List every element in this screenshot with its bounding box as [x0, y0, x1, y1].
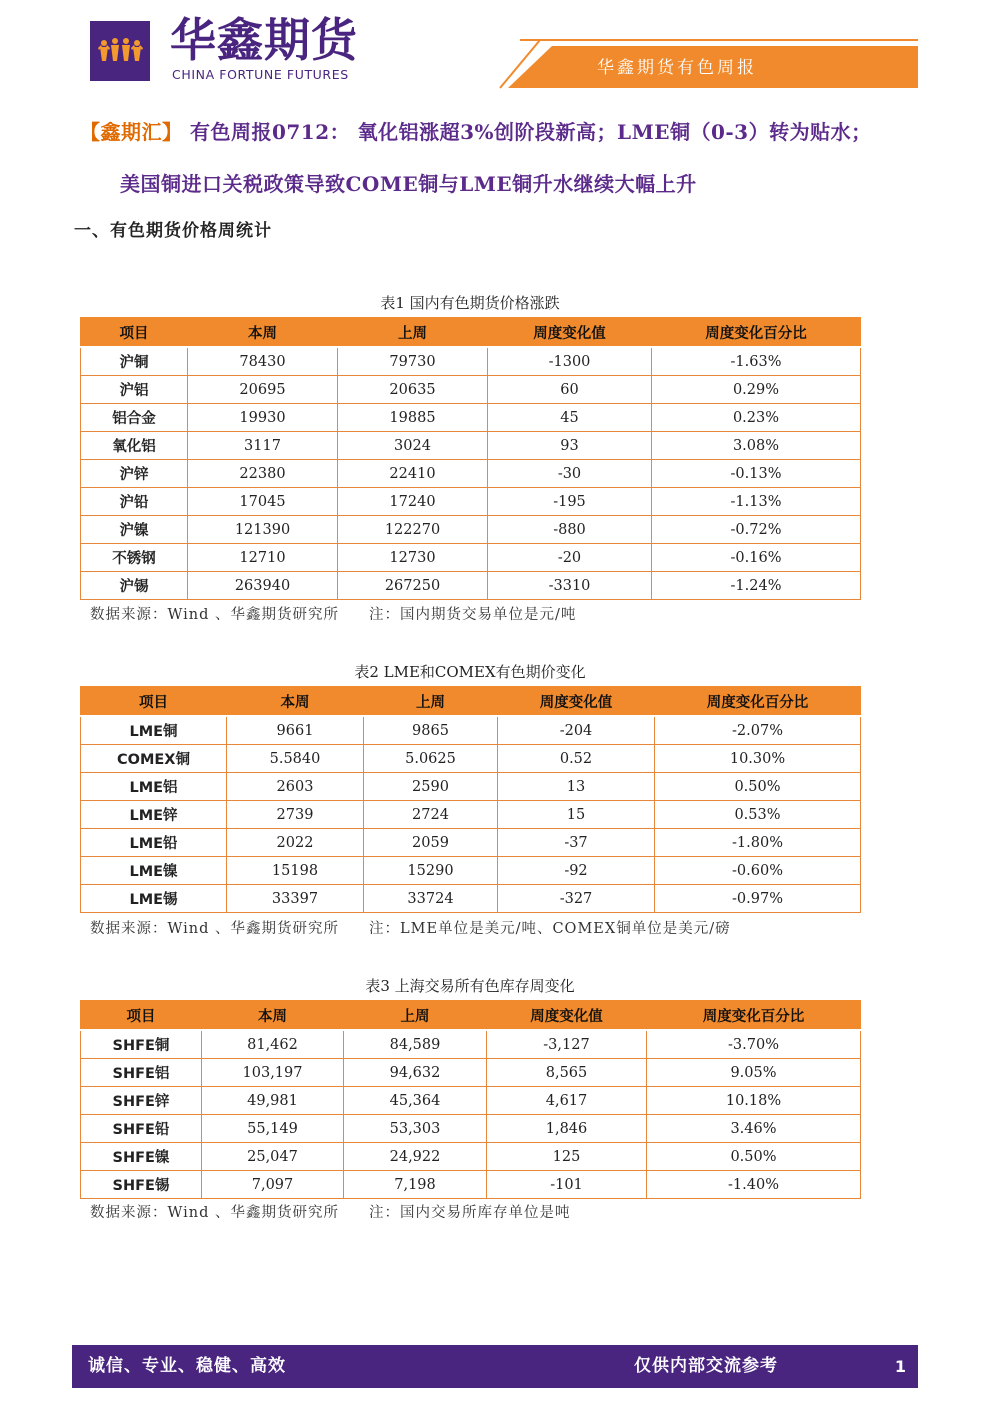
value-cell: 1,846: [487, 1115, 647, 1143]
column-header: 周度变化值: [498, 687, 655, 717]
value-cell: 20635: [338, 376, 488, 404]
column-header: 项目: [81, 1001, 202, 1031]
value-cell: 15: [498, 801, 655, 829]
column-header: 上周: [338, 318, 488, 348]
page-number: 1: [894, 1357, 906, 1376]
value-cell: 12710: [188, 544, 338, 572]
table2-caption: 表2 LME和COMEX有色期价变化: [354, 663, 586, 681]
table-row: [81, 1143, 861, 1171]
value-cell: 45,364: [344, 1087, 487, 1115]
table-row: [81, 1059, 861, 1087]
value-cell: 24,922: [344, 1143, 487, 1171]
row-label-cell: 不锈钢: [81, 544, 188, 572]
value-cell: 125: [487, 1143, 647, 1171]
value-cell: 3024: [338, 432, 488, 460]
table1-caption: 表1 国内有色期货价格涨跌: [380, 294, 560, 312]
logo-english-name: CHINA FORTUNE FUTURES: [172, 67, 349, 82]
row-label-cell: 氧化铝: [81, 432, 188, 460]
row-label-cell: SHFE锌: [81, 1087, 202, 1115]
footer-motto: 诚信、专业、稳健、高效: [88, 1356, 286, 1376]
value-cell: 2603: [227, 773, 364, 801]
table-row: [81, 1115, 861, 1143]
value-cell: -1.40%: [647, 1171, 861, 1199]
value-cell: 10.18%: [647, 1087, 861, 1115]
row-label-cell: LME铝: [81, 773, 227, 801]
value-cell: 0.23%: [652, 404, 861, 432]
column-header: 上周: [364, 687, 498, 717]
row-label-cell: 沪镍: [81, 516, 188, 544]
row-label-cell: SHFE铝: [81, 1059, 202, 1087]
table-row: [81, 544, 861, 572]
table1-domestic-prices: [80, 317, 861, 600]
value-cell: 122270: [338, 516, 488, 544]
column-header: 项目: [81, 687, 227, 717]
value-cell: 33724: [364, 885, 498, 913]
value-cell: -1.13%: [652, 488, 861, 516]
table2-lme-comex-prices: [80, 686, 861, 913]
table-row: [81, 801, 861, 829]
table-row: [81, 1030, 861, 1059]
table2-unit-note: 注：LME单位是美元/吨、COMEX铜单位是美元/磅: [369, 921, 731, 937]
value-cell: 93: [488, 432, 652, 460]
row-label-cell: 沪铅: [81, 488, 188, 516]
value-cell: 81,462: [202, 1030, 344, 1059]
value-cell: 12730: [338, 544, 488, 572]
table-row: [81, 1087, 861, 1115]
table3-note: [90, 1203, 571, 1223]
report-title-line1: [80, 118, 872, 146]
value-cell: 5.5840: [227, 745, 364, 773]
header-banner: [0, 0, 992, 92]
value-cell: 3.08%: [652, 432, 861, 460]
row-label-cell: SHFE镍: [81, 1143, 202, 1171]
table2-source: 数据来源：Wind 、华鑫期货研究所: [90, 921, 340, 937]
value-cell: 19885: [338, 404, 488, 432]
value-cell: -20: [488, 544, 652, 572]
value-cell: 33397: [227, 885, 364, 913]
value-cell: 22410: [338, 460, 488, 488]
table-row: [81, 885, 861, 913]
table-row: [81, 857, 861, 885]
value-cell: 4,617: [487, 1087, 647, 1115]
table-row: [81, 516, 861, 544]
value-cell: 103,197: [202, 1059, 344, 1087]
value-cell: 2724: [364, 801, 498, 829]
row-label-cell: LME铅: [81, 829, 227, 857]
value-cell: 0.50%: [655, 773, 861, 801]
value-cell: -2.07%: [655, 716, 861, 745]
value-cell: 2590: [364, 773, 498, 801]
column-header: 本周: [188, 318, 338, 348]
value-cell: 84,589: [344, 1030, 487, 1059]
value-cell: -195: [488, 488, 652, 516]
value-cell: 5.0625: [364, 745, 498, 773]
table-header-row: [81, 318, 861, 348]
value-cell: 267250: [338, 572, 488, 600]
column-header: 周度变化百分比: [647, 1001, 861, 1031]
value-cell: -1.63%: [652, 347, 861, 376]
value-cell: 0.29%: [652, 376, 861, 404]
table-row: [81, 404, 861, 432]
value-cell: 7,097: [202, 1171, 344, 1199]
table-header-row: [81, 1001, 861, 1031]
value-cell: 55,149: [202, 1115, 344, 1143]
value-cell: 17045: [188, 488, 338, 516]
column-header: 本周: [202, 1001, 344, 1031]
value-cell: 0.52: [498, 745, 655, 773]
value-cell: 13: [498, 773, 655, 801]
value-cell: 263940: [188, 572, 338, 600]
row-label-cell: SHFE铅: [81, 1115, 202, 1143]
table3-shfe-inventory: [80, 1000, 861, 1199]
value-cell: -30: [488, 460, 652, 488]
logo-chinese-name: 华鑫期货: [170, 13, 358, 67]
value-cell: -3310: [488, 572, 652, 600]
table1-note: [90, 605, 576, 625]
value-cell: 79730: [338, 347, 488, 376]
value-cell: -0.60%: [655, 857, 861, 885]
value-cell: 0.53%: [655, 801, 861, 829]
value-cell: -204: [498, 716, 655, 745]
table2-note: [90, 919, 731, 939]
row-label-cell: LME镍: [81, 857, 227, 885]
page-header: [0, 0, 992, 92]
value-cell: 3.46%: [647, 1115, 861, 1143]
row-label-cell: SHFE锡: [81, 1171, 202, 1199]
value-cell: 0.50%: [647, 1143, 861, 1171]
value-cell: 2739: [227, 801, 364, 829]
value-cell: 8,565: [487, 1059, 647, 1087]
value-cell: 17240: [338, 488, 488, 516]
table-row: [81, 829, 861, 857]
row-label-cell: 铝合金: [81, 404, 188, 432]
row-label-cell: LME铜: [81, 716, 227, 745]
column-header: 周度变化百分比: [652, 318, 861, 348]
value-cell: -1.80%: [655, 829, 861, 857]
row-label-cell: LME锌: [81, 801, 227, 829]
table-row: [81, 773, 861, 801]
column-header: 周度变化百分比: [655, 687, 861, 717]
value-cell: 15290: [364, 857, 498, 885]
value-cell: 45: [488, 404, 652, 432]
table-row: [81, 488, 861, 516]
table-row: [81, 347, 861, 376]
row-label-cell: 沪铝: [81, 376, 188, 404]
row-label-cell: 沪锌: [81, 460, 188, 488]
value-cell: 10.30%: [655, 745, 861, 773]
report-title-text: 有色周报0712： 氧化铝涨超3%创阶段新高；LME铜（0-3）转为贴水；: [189, 120, 872, 144]
value-cell: 22380: [188, 460, 338, 488]
value-cell: 9.05%: [647, 1059, 861, 1087]
value-cell: 94,632: [344, 1059, 487, 1087]
value-cell: 121390: [188, 516, 338, 544]
footer-disclaimer: 仅供内部交流参考: [634, 1356, 778, 1376]
value-cell: 9661: [227, 716, 364, 745]
row-label-cell: COMEX铜: [81, 745, 227, 773]
value-cell: -101: [487, 1171, 647, 1199]
column-header: 周度变化值: [487, 1001, 647, 1031]
table3-unit-note: 注：国内交易所库存单位是吨: [369, 1205, 571, 1221]
report-tag: 【鑫期汇】: [80, 120, 183, 144]
value-cell: -880: [488, 516, 652, 544]
page-footer: [72, 1345, 918, 1388]
value-cell: 2022: [227, 829, 364, 857]
value-cell: 3117: [188, 432, 338, 460]
value-cell: 49,981: [202, 1087, 344, 1115]
report-title-line2: 美国铜进口关税政策导致COME铜与LME铜升水继续大幅上升: [120, 172, 697, 196]
table3-caption: 表3 上海交易所有色库存周变化: [365, 977, 575, 995]
value-cell: -0.72%: [652, 516, 861, 544]
value-cell: -92: [498, 857, 655, 885]
table-row: [81, 376, 861, 404]
table3-source: 数据来源：Wind 、华鑫期货研究所: [90, 1205, 340, 1221]
value-cell: -0.16%: [652, 544, 861, 572]
column-header: 本周: [227, 687, 364, 717]
value-cell: -3.70%: [647, 1030, 861, 1059]
value-cell: -0.97%: [655, 885, 861, 913]
table-row: [81, 460, 861, 488]
column-header: 周度变化值: [488, 318, 652, 348]
table-row: [81, 572, 861, 600]
value-cell: 15198: [227, 857, 364, 885]
value-cell: -3,127: [487, 1030, 647, 1059]
row-label-cell: 沪锡: [81, 572, 188, 600]
value-cell: 25,047: [202, 1143, 344, 1171]
row-label-cell: 沪铜: [81, 347, 188, 376]
row-label-cell: LME锡: [81, 885, 227, 913]
header-report-title: 华鑫期货有色周报: [597, 58, 757, 78]
table-row: [81, 432, 861, 460]
value-cell: 78430: [188, 347, 338, 376]
value-cell: -37: [498, 829, 655, 857]
value-cell: 9865: [364, 716, 498, 745]
table-header-row: [81, 687, 861, 717]
value-cell: 19930: [188, 404, 338, 432]
table-row: [81, 716, 861, 745]
row-label-cell: SHFE铜: [81, 1030, 202, 1059]
column-header: 上周: [344, 1001, 487, 1031]
value-cell: 7,198: [344, 1171, 487, 1199]
value-cell: 2059: [364, 829, 498, 857]
table-row: [81, 1171, 861, 1199]
value-cell: -327: [498, 885, 655, 913]
value-cell: -1.24%: [652, 572, 861, 600]
value-cell: -1300: [488, 347, 652, 376]
value-cell: 60: [488, 376, 652, 404]
value-cell: -0.13%: [652, 460, 861, 488]
table-row: [81, 745, 861, 773]
value-cell: 53,303: [344, 1115, 487, 1143]
column-header: 项目: [81, 318, 188, 348]
section-heading: 一、有色期货价格周统计: [74, 221, 272, 241]
value-cell: 20695: [188, 376, 338, 404]
table1-unit-note: 注：国内期货交易单位是元/吨: [369, 607, 577, 623]
table1-source: 数据来源：Wind 、华鑫期货研究所: [90, 607, 340, 623]
